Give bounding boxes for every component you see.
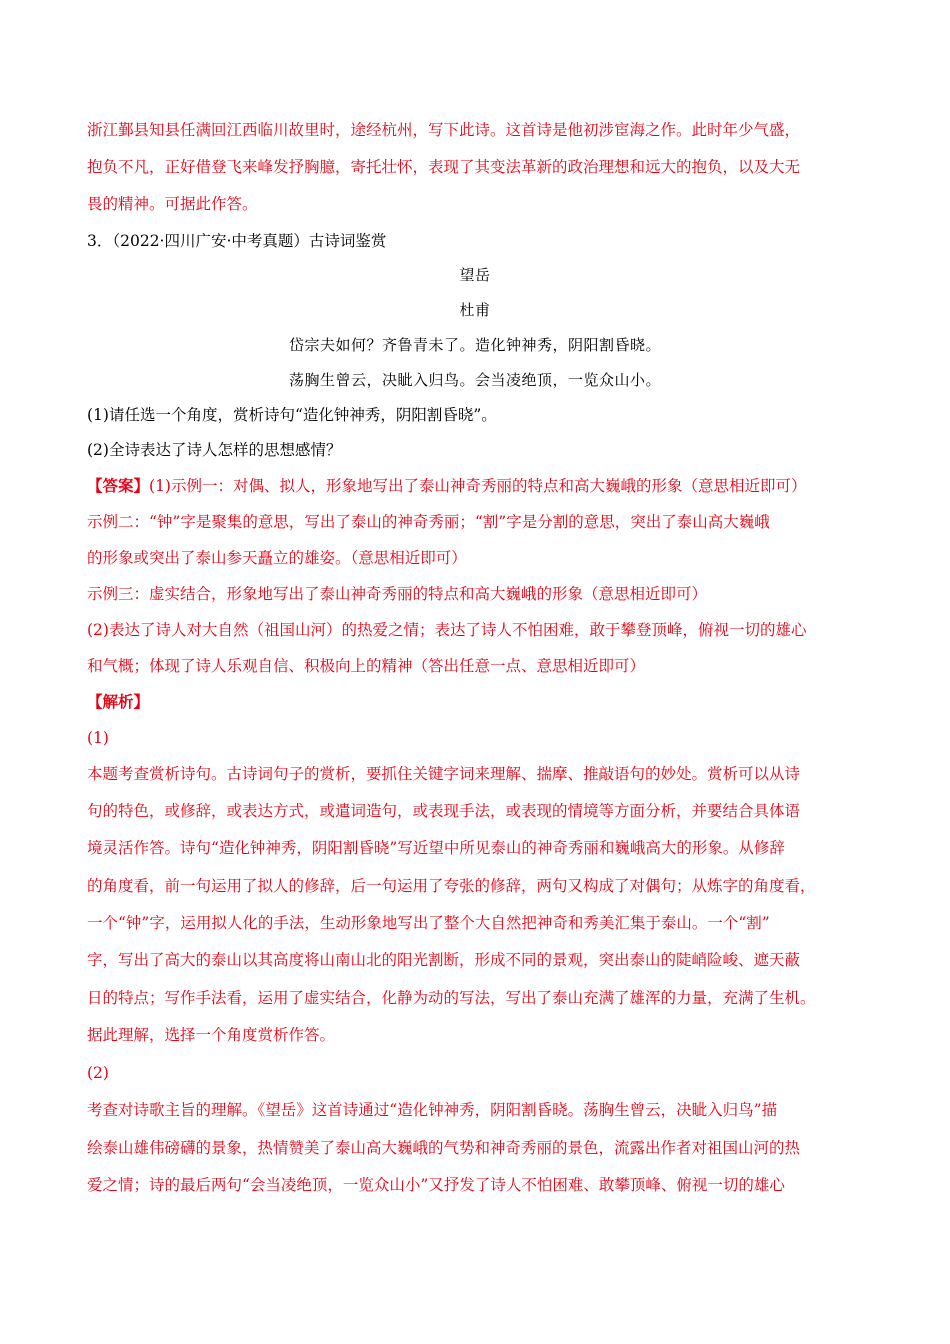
analysis-line: 句的特色，或修辞，或表达方式，或遣词造句，或表现手法，或表现的情境等方面分析，并要结合具体语 [87, 802, 801, 820]
analysis-tag: 【解析】 [87, 692, 150, 711]
analysis-line: 据此理解，选择一个角度赏析作答。 [87, 1026, 336, 1044]
analysis-line: 的角度看，前一句运用了拟人的修辞，后一句运用了夸张的修辞，两句又构成了对偶句；从炼字的角度看， [87, 877, 816, 895]
answer-tag: 【答案】 [87, 476, 150, 495]
poem-line: 岱宗夫如何？齐鲁青未了。造化钟神秀，阴阳割昏晓。 [288, 336, 661, 354]
answer-line: 示例二：“钟”字是聚集的意思，写出了泰山的神奇秀丽；“割”字是分割的意思，突出了泰山高大巍峨 [87, 513, 770, 531]
analysis-line: 考查对诗歌主旨的理解。《望岳》这首诗通过“造化钟神秀，阴阳割昏晓。荡胸生曾云，决眦入归鸟”描 [87, 1101, 778, 1119]
question-header: 3．（2022·四川广安·中考真题）古诗词鉴赏 [87, 232, 387, 250]
analysis-line: 本题考查赏析诗句。古诗词句子的赏析，要抓住关键字词来理解、揣摩、推敲语句的妙处。赏析可以从诗 [87, 765, 801, 783]
analysis-part1-label: (1) [87, 729, 109, 747]
answer-line: 示例三：虚实结合，形象地写出了泰山神奇秀丽的特点和高大巍峨的形象（意思相近即可） [87, 585, 708, 603]
poem-title: 望岳 [459, 266, 491, 284]
analysis-line: 境灵活作答。诗句“造化钟神秀，阴阳割昏晓”写近望中所见泰山的神奇秀丽和巍峨高大的形象。从修辞 [87, 839, 785, 857]
sub-question-2: (2)全诗表达了诗人怎样的思想感情？ [87, 441, 342, 459]
answer-text: (1)示例一：对偶、拟人，形象地写出了泰山神奇秀丽的特点和高大巍峨的形象（意思相近即可） [149, 477, 807, 495]
analysis-line: 绘泰山雄伟磅礴的景象，热情赞美了泰山高大巍峨的气势和神奇秀丽的景色，流露出作者对祖国山河的热 [87, 1139, 801, 1157]
intro-line: 畏的精神。可据此作答。 [87, 195, 258, 213]
analysis-part2-label: (2) [87, 1064, 109, 1082]
intro-line: 浙江鄞县知县任满回江西临川故里时，途经杭州，写下此诗。这首诗是他初涉宦海之作。此时年少气盛， [87, 121, 801, 139]
analysis-line: 日的特点；写作手法看，运用了虚实结合，化静为动的写法，写出了泰山充满了雄浑的力量，充满了生机。 [87, 989, 816, 1007]
answer-line: (2)表达了诗人对大自然（祖国山河）的热爱之情；表达了诗人不怕困难，敢于攀登顶峰，俯视一切的雄心 [87, 621, 807, 639]
answer-line [87, 476, 806, 496]
analysis-line: 爱之情；诗的最后两句“会当凌绝顶，一览众山小”又抒发了诗人不怕困难、敢攀顶峰、俯视一切的雄心 [87, 1176, 785, 1194]
answer-line: 的形象或突出了泰山参天矗立的雄姿。（意思相近即可） [87, 549, 467, 567]
intro-line: 抱负不凡，正好借登飞来峰发抒胸臆，寄托壮怀，表现了其变法革新的政治理想和远大的抱负，以及大无 [87, 158, 801, 176]
poem-author: 杜甫 [459, 301, 491, 319]
analysis-line: 一个“钟”字，运用拟人化的手法，生动形象地写出了整个大自然把神奇和秀美汇集于泰山。一个“割” [87, 914, 770, 932]
answer-line: 和气概；体现了诗人乐观自信、积极向上的精神（答出任意一点、意思相近即可） [87, 657, 646, 675]
analysis-line: 字，写出了高大的泰山以其高度将山南山北的阳光割断，形成不同的景观，突出泰山的陡峭险峻、遮天蔽 [87, 951, 801, 969]
sub-question-1: (1)请任选一个角度，赏析诗句“造化钟神秀，阴阳割昏晓”。 [87, 406, 497, 424]
poem-line: 荡胸生曾云，决眦入归鸟。会当凌绝顶，一览众山小。 [288, 371, 661, 389]
